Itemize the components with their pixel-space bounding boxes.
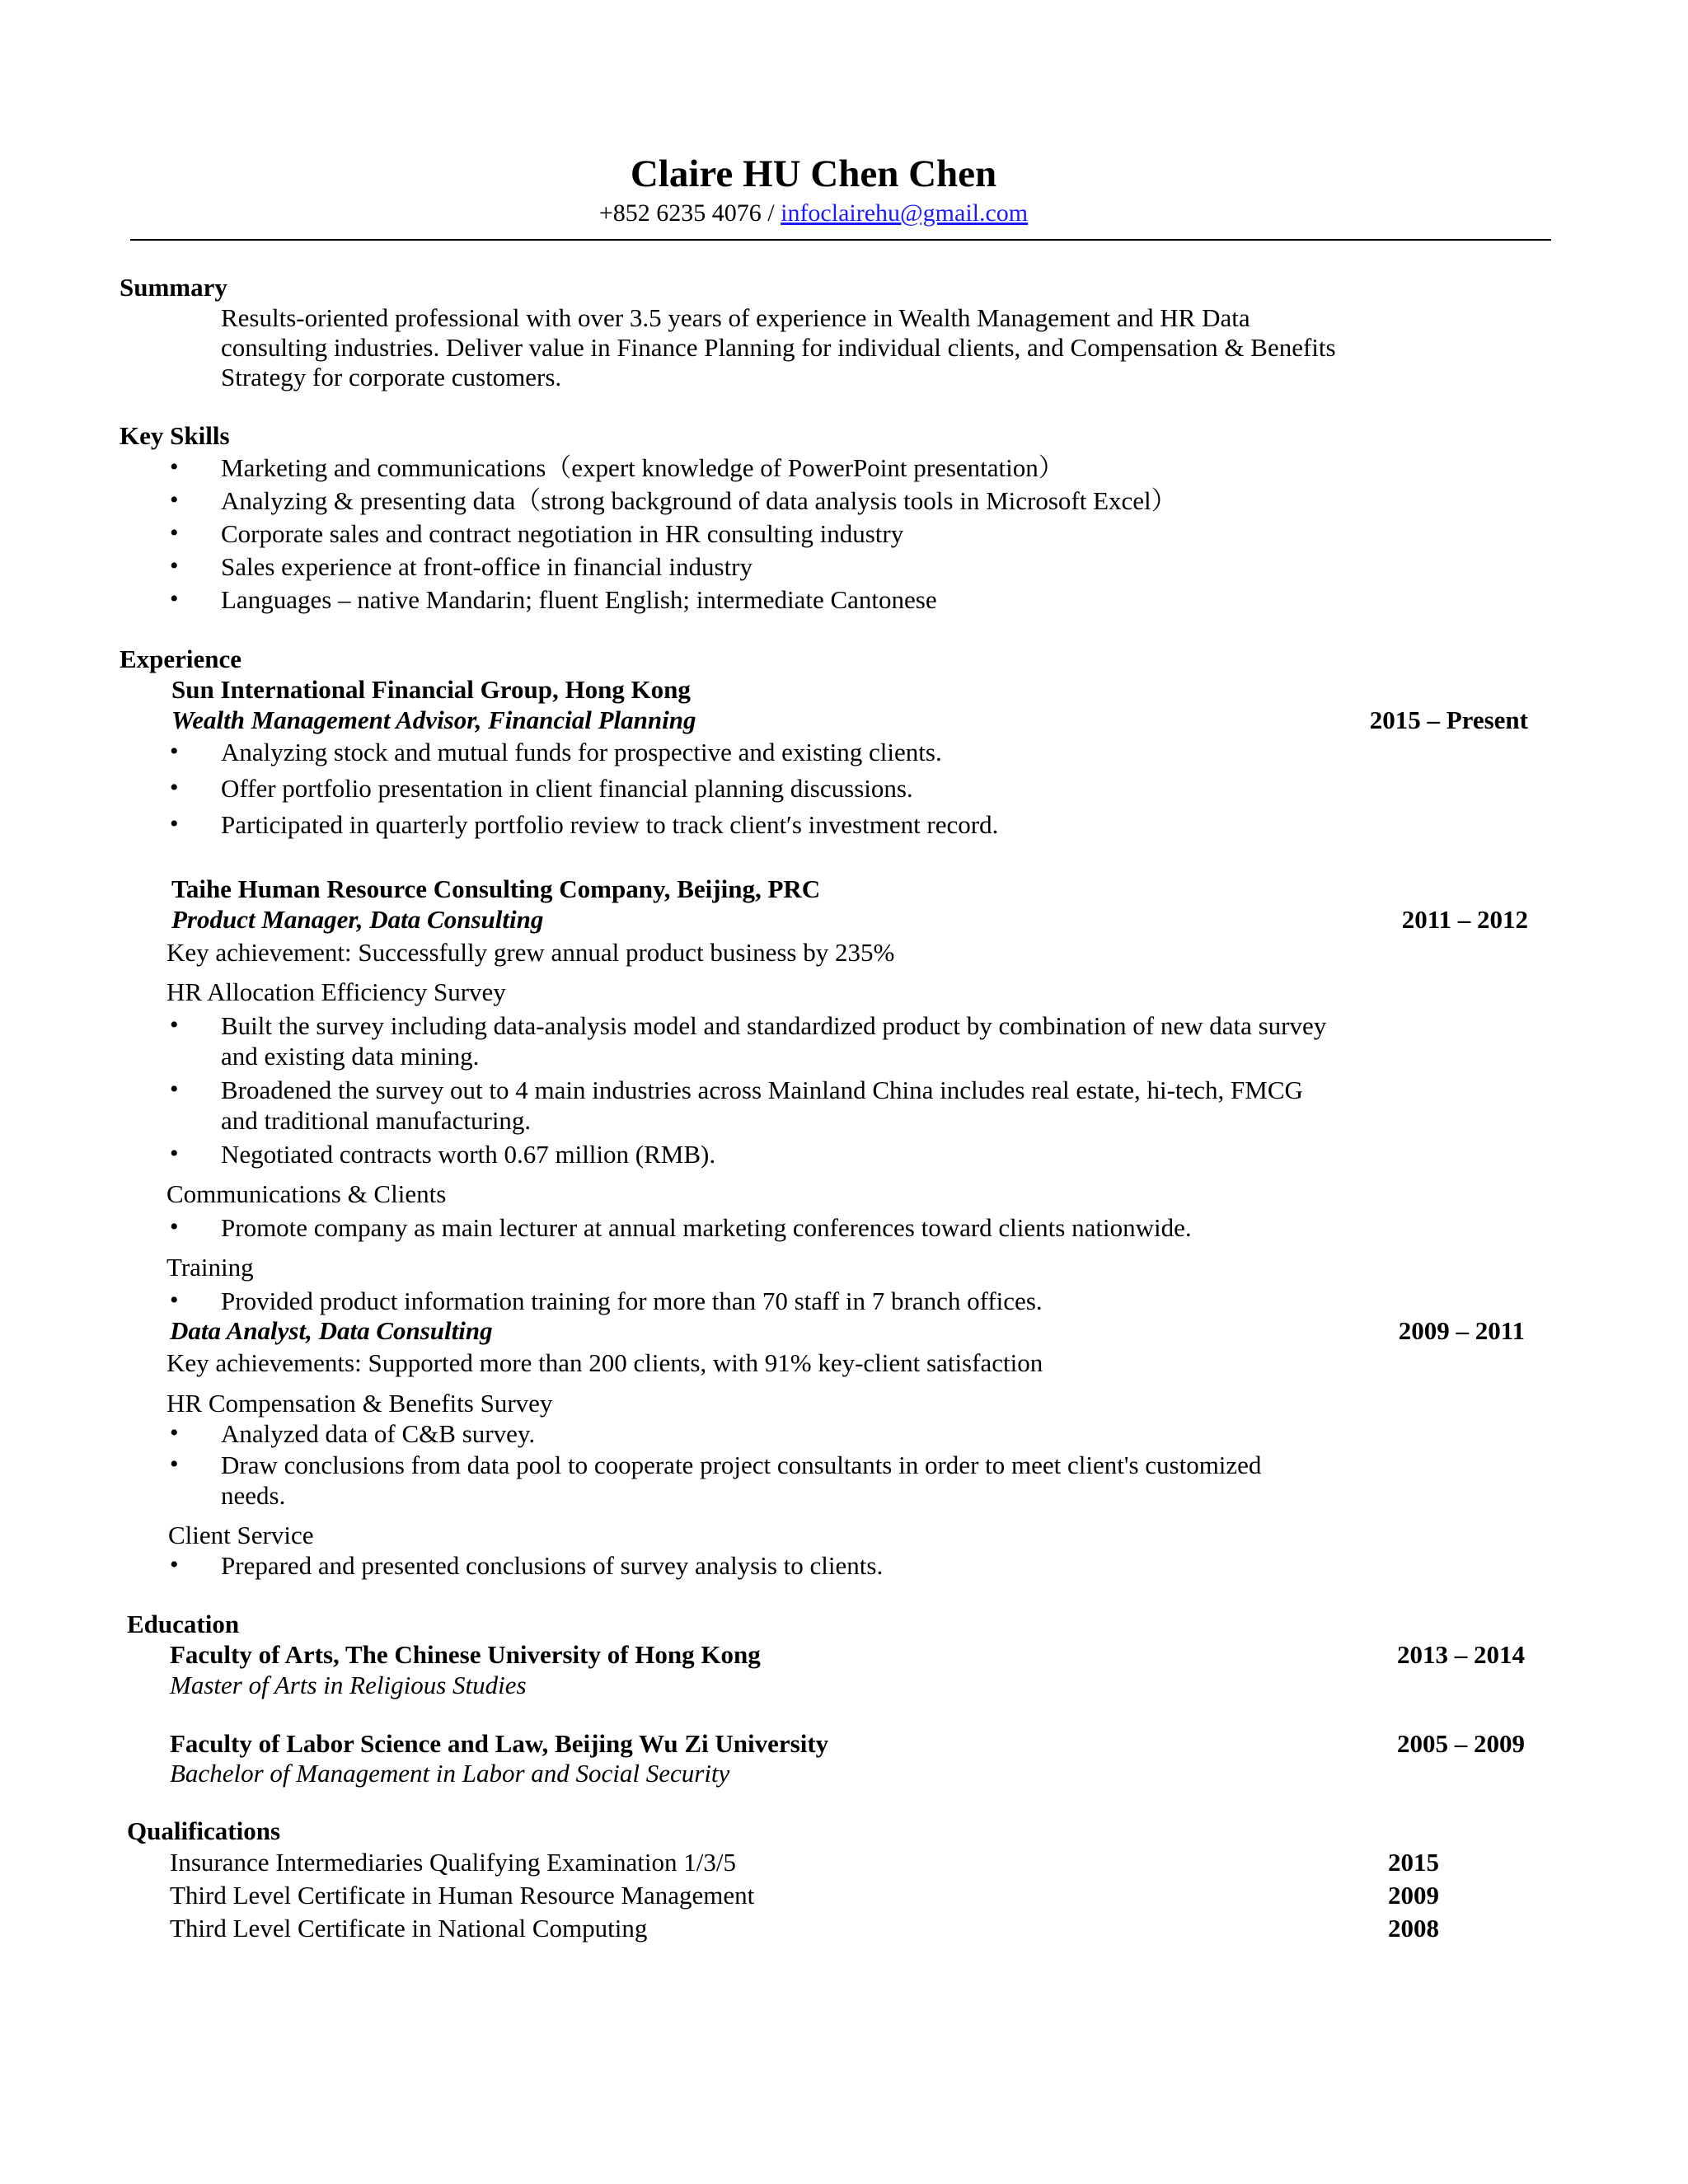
header-divider: [130, 239, 1551, 241]
job-dates: 2011 – 2012: [1401, 905, 1528, 934]
bullet-icon: •: [170, 453, 179, 480]
bullet-icon: •: [170, 1551, 179, 1578]
job-dates: 2015 – Present: [1369, 705, 1528, 734]
qualification-name: Third Level Certificate in Human Resource Management: [170, 1881, 755, 1910]
qualification-name: Third Level Certificate in National Computing: [170, 1914, 648, 1943]
education-dates: 2013 – 2014: [1397, 1640, 1525, 1669]
subheading: Training: [166, 1253, 254, 1282]
bullet-icon: •: [170, 552, 179, 579]
subheading: Client Service: [168, 1521, 314, 1549]
skill-item: Sales experience at front-office in financial industry: [221, 552, 753, 581]
qualification-name: Insurance Intermediaries Qualifying Examination 1/3/5: [170, 1848, 736, 1877]
skill-item: Analyzing & presenting data（strong background of data analysis tools in Microsoft Excel）: [221, 486, 1177, 515]
job-title: Wealth Management Advisor, Financial Planning: [171, 705, 696, 734]
section-title-summary: Summary: [120, 273, 227, 302]
skill-item: Marketing and communications（expert knowledge of PowerPoint presentation）: [221, 453, 1064, 482]
phone-number: +852 6235 4076 /: [598, 199, 775, 227]
school-name: Faculty of Labor Science and Law, Beijing Wu Zi University: [170, 1729, 829, 1758]
subheading: HR Compensation & Benefits Survey: [166, 1389, 553, 1418]
bullet-icon: •: [170, 1076, 179, 1103]
resume-name: Claire HU Chen Chen: [630, 152, 997, 195]
bullet-icon: •: [170, 1451, 179, 1478]
section-title-qualifications: Qualifications: [127, 1816, 281, 1845]
job-bullet-continued: and existing data mining.: [221, 1042, 480, 1071]
summary-line: Results-oriented professional with over 3.5 years of experience in Wealth Management and HR Data: [221, 303, 1250, 332]
job-bullet: Analyzed data of C&B survey.: [221, 1419, 536, 1448]
skill-item: Corporate sales and contract negotiation in HR consulting industry: [221, 519, 904, 548]
degree-name: Master of Arts in Religious Studies: [170, 1671, 527, 1699]
bullet-icon: •: [170, 1213, 179, 1240]
bullet-icon: •: [170, 1286, 179, 1314]
bullet-icon: •: [170, 810, 179, 837]
key-achievement: Key achievements: Supported more than 200 clients, with 91% key-client satisfaction: [166, 1348, 1043, 1377]
bullet-icon: •: [170, 738, 179, 765]
bullet-icon: •: [170, 1011, 179, 1038]
summary-line: Strategy for corporate customers.: [221, 363, 562, 391]
degree-name: Bachelor of Management in Labor and Social Security: [170, 1759, 730, 1788]
qualification-year: 2015: [1388, 1848, 1439, 1877]
job-bullet: Promote company as main lecturer at annual marketing conferences toward clients nationwide.: [221, 1213, 1192, 1242]
subheading: Communications & Clients: [166, 1179, 447, 1208]
job-title: Product Manager, Data Consulting: [171, 905, 544, 934]
section-title-experience: Experience: [120, 644, 242, 673]
job-bullet-continued: and traditional manufacturing.: [221, 1106, 532, 1135]
job-bullet: Provided product information training for more than 70 staff in 7 branch offices.: [221, 1286, 1043, 1315]
qualification-year: 2008: [1388, 1914, 1439, 1943]
qualification-year: 2009: [1388, 1881, 1439, 1910]
subheading: HR Allocation Efficiency Survey: [166, 977, 506, 1006]
job-title: Data Analyst, Data Consulting: [170, 1316, 493, 1345]
job-bullet: Built the survey including data-analysis model and standardized product by combination of new data survey: [221, 1011, 1327, 1040]
company-name: Sun International Financial Group, Hong Kong: [171, 675, 691, 704]
key-achievement: Key achievement: Successfully grew annual product business by 235%: [166, 938, 895, 967]
bullet-icon: •: [170, 519, 179, 546]
job-bullet: Prepared and presented conclusions of survey analysis to clients.: [221, 1551, 884, 1580]
section-title-skills: Key Skills: [120, 421, 230, 450]
summary-line: consulting industries. Deliver value in Finance Planning for individual clients, and Compensation & Benefits: [221, 333, 1336, 362]
bullet-icon: •: [170, 774, 179, 801]
school-name: Faculty of Arts, The Chinese University of Hong Kong: [170, 1640, 761, 1669]
section-title-education: Education: [127, 1610, 240, 1638]
job-bullet: Participated in quarterly portfolio review to track client′s investment record.: [221, 810, 999, 839]
email-link[interactable]: infoclairehu@gmail.com: [781, 199, 1029, 227]
job-bullet: Negotiated contracts worth 0.67 million (RMB).: [221, 1140, 716, 1169]
job-bullet: Broadened the survey out to 4 main industries across Mainland China includes real estate, hi-tech, FMCG: [221, 1076, 1303, 1104]
bullet-icon: •: [170, 1419, 179, 1446]
job-bullet: Analyzing stock and mutual funds for prospective and existing clients.: [221, 738, 942, 766]
job-bullet: Offer portfolio presentation in client financial planning discussions.: [221, 774, 913, 803]
contact-line: [0, 201, 1627, 226]
education-dates: 2005 – 2009: [1397, 1729, 1525, 1758]
bullet-icon: •: [170, 1140, 179, 1167]
bullet-icon: •: [170, 585, 179, 612]
job-bullet: Draw conclusions from data pool to cooperate project consultants in order to meet client's customized: [221, 1451, 1262, 1479]
bullet-icon: •: [170, 486, 179, 513]
job-bullet-continued: needs.: [221, 1481, 286, 1510]
company-name: Taihe Human Resource Consulting Company, Beijing, PRC: [171, 874, 821, 903]
job-dates: 2009 – 2011: [1398, 1316, 1525, 1345]
skill-item: Languages – native Mandarin; fluent English; intermediate Cantonese: [221, 585, 937, 614]
